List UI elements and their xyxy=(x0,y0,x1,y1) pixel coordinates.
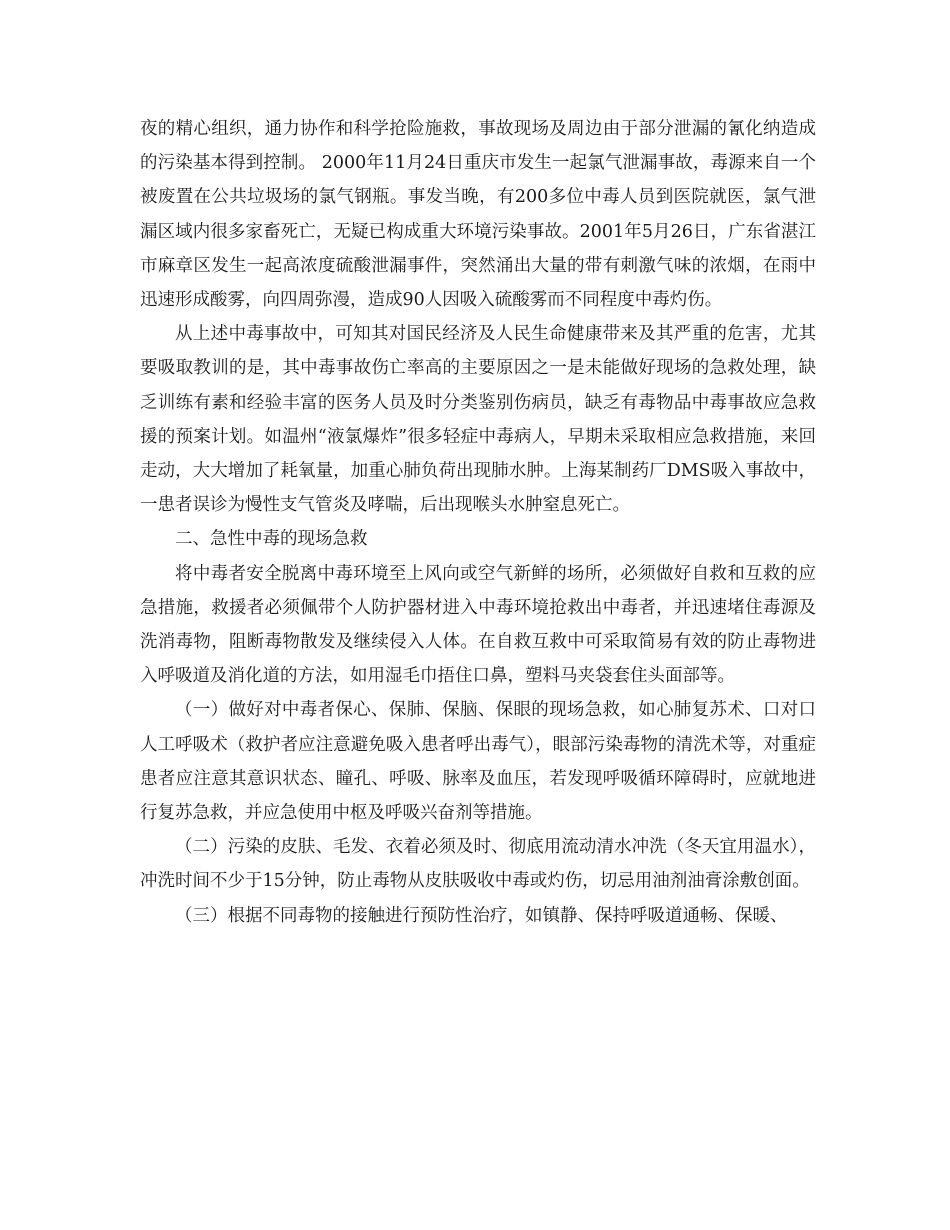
paragraph-item-two: （二）污染的皮肤、毛发、衣着必须及时、彻底用流动清水冲洗（冬天宜用温水），冲洗时间不少于15分钟，防止毒物从皮肤吸收中毒或灼伤，切忌用油剂油膏涂敷创面。 xyxy=(140,837,816,892)
paragraph-item-three: （三）根据不同毒物的接触进行预防性治疗，如镇静、保持呼吸道通畅、保暖、 xyxy=(175,905,788,926)
paragraph-item-one: （一）做好对中毒者保心、保肺、保脑、保眼的现场急救，如心肺复苏术、口对口人工呼吸术（救护者应注意避免吸入患者呼出毒气），眼部污染毒物的清洗术等，对重症患者应注意其意识状态、瞳孔、呼吸、脉率及血压，若发现呼吸循环障碍时，应就地进行复苏急救，并应急使用中枢及呼吸兴奋剂等措施。 xyxy=(140,700,816,824)
paragraph-evacuation: 将中毒者安全脱离中毒环境至上风向或空气新鲜的场所，必须做好自救和互救的应急措施，救援者必须佩带个人防护器材进入中毒环境抢救出中毒者，并迅速堵住毒源及洗消毒物，阻断毒物散发及继续侵入人体。在自救互救中可采取简易有效的防止毒物进入呼吸道及消化道的方法，如用湿毛巾捂住口鼻，塑料马夹袋套住头面部等。 xyxy=(140,563,816,687)
paragraph-accident-cases: 夜的精心组织，通力协作和科学抢险施救，事故现场及周边由于部分泄漏的氰化纳造成的污染基本得到控制。 2000年11月24日重庆市发生一起氯气泄漏事故，毒源来自一个被废置在公共垃圾场的氯气钢瓶。事发当晚，有200多位中毒人员到医院就医，氯气泄漏区域内很多家畜死亡，无疑已构成重大环境污染事故。2001年5月26日，广东省湛江市麻章区发生一起高浓度硫酸泄漏事件，突然涌出大量的带有刺激气味的浓烟，在雨中迅速形成酸雾，向四周弥漫，造成90人因吸入硫酸雾而不同程度中毒灼伤。 xyxy=(140,119,816,311)
section-heading-first-aid: 二、急性中毒的现场急救 xyxy=(175,529,368,550)
paragraph-lessons: 从上述中毒事故中，可知其对国民经济及人民生命健康带来及其严重的危害，尤其要吸取教训的是，其中毒事故伤亡率高的主要原因之一是未能做好现场的急救处理，缺乏训练有素和经验丰富的医务人员及时分类鉴别伤病员，缺乏有毒物品中毒事故应急救援的预案计划。如温州“液氯爆炸”很多轻症中毒病人，早期未采取相应急救措施，来回走动，大大增加了耗氧量，加重心肺负荷出现肺水肿。上海某制药厂DMS吸入事故中，一患者误诊为慢性支气管炎及哮喘，后出现喉头水肿窒息死亡。 xyxy=(140,324,816,516)
document-body xyxy=(140,112,816,933)
